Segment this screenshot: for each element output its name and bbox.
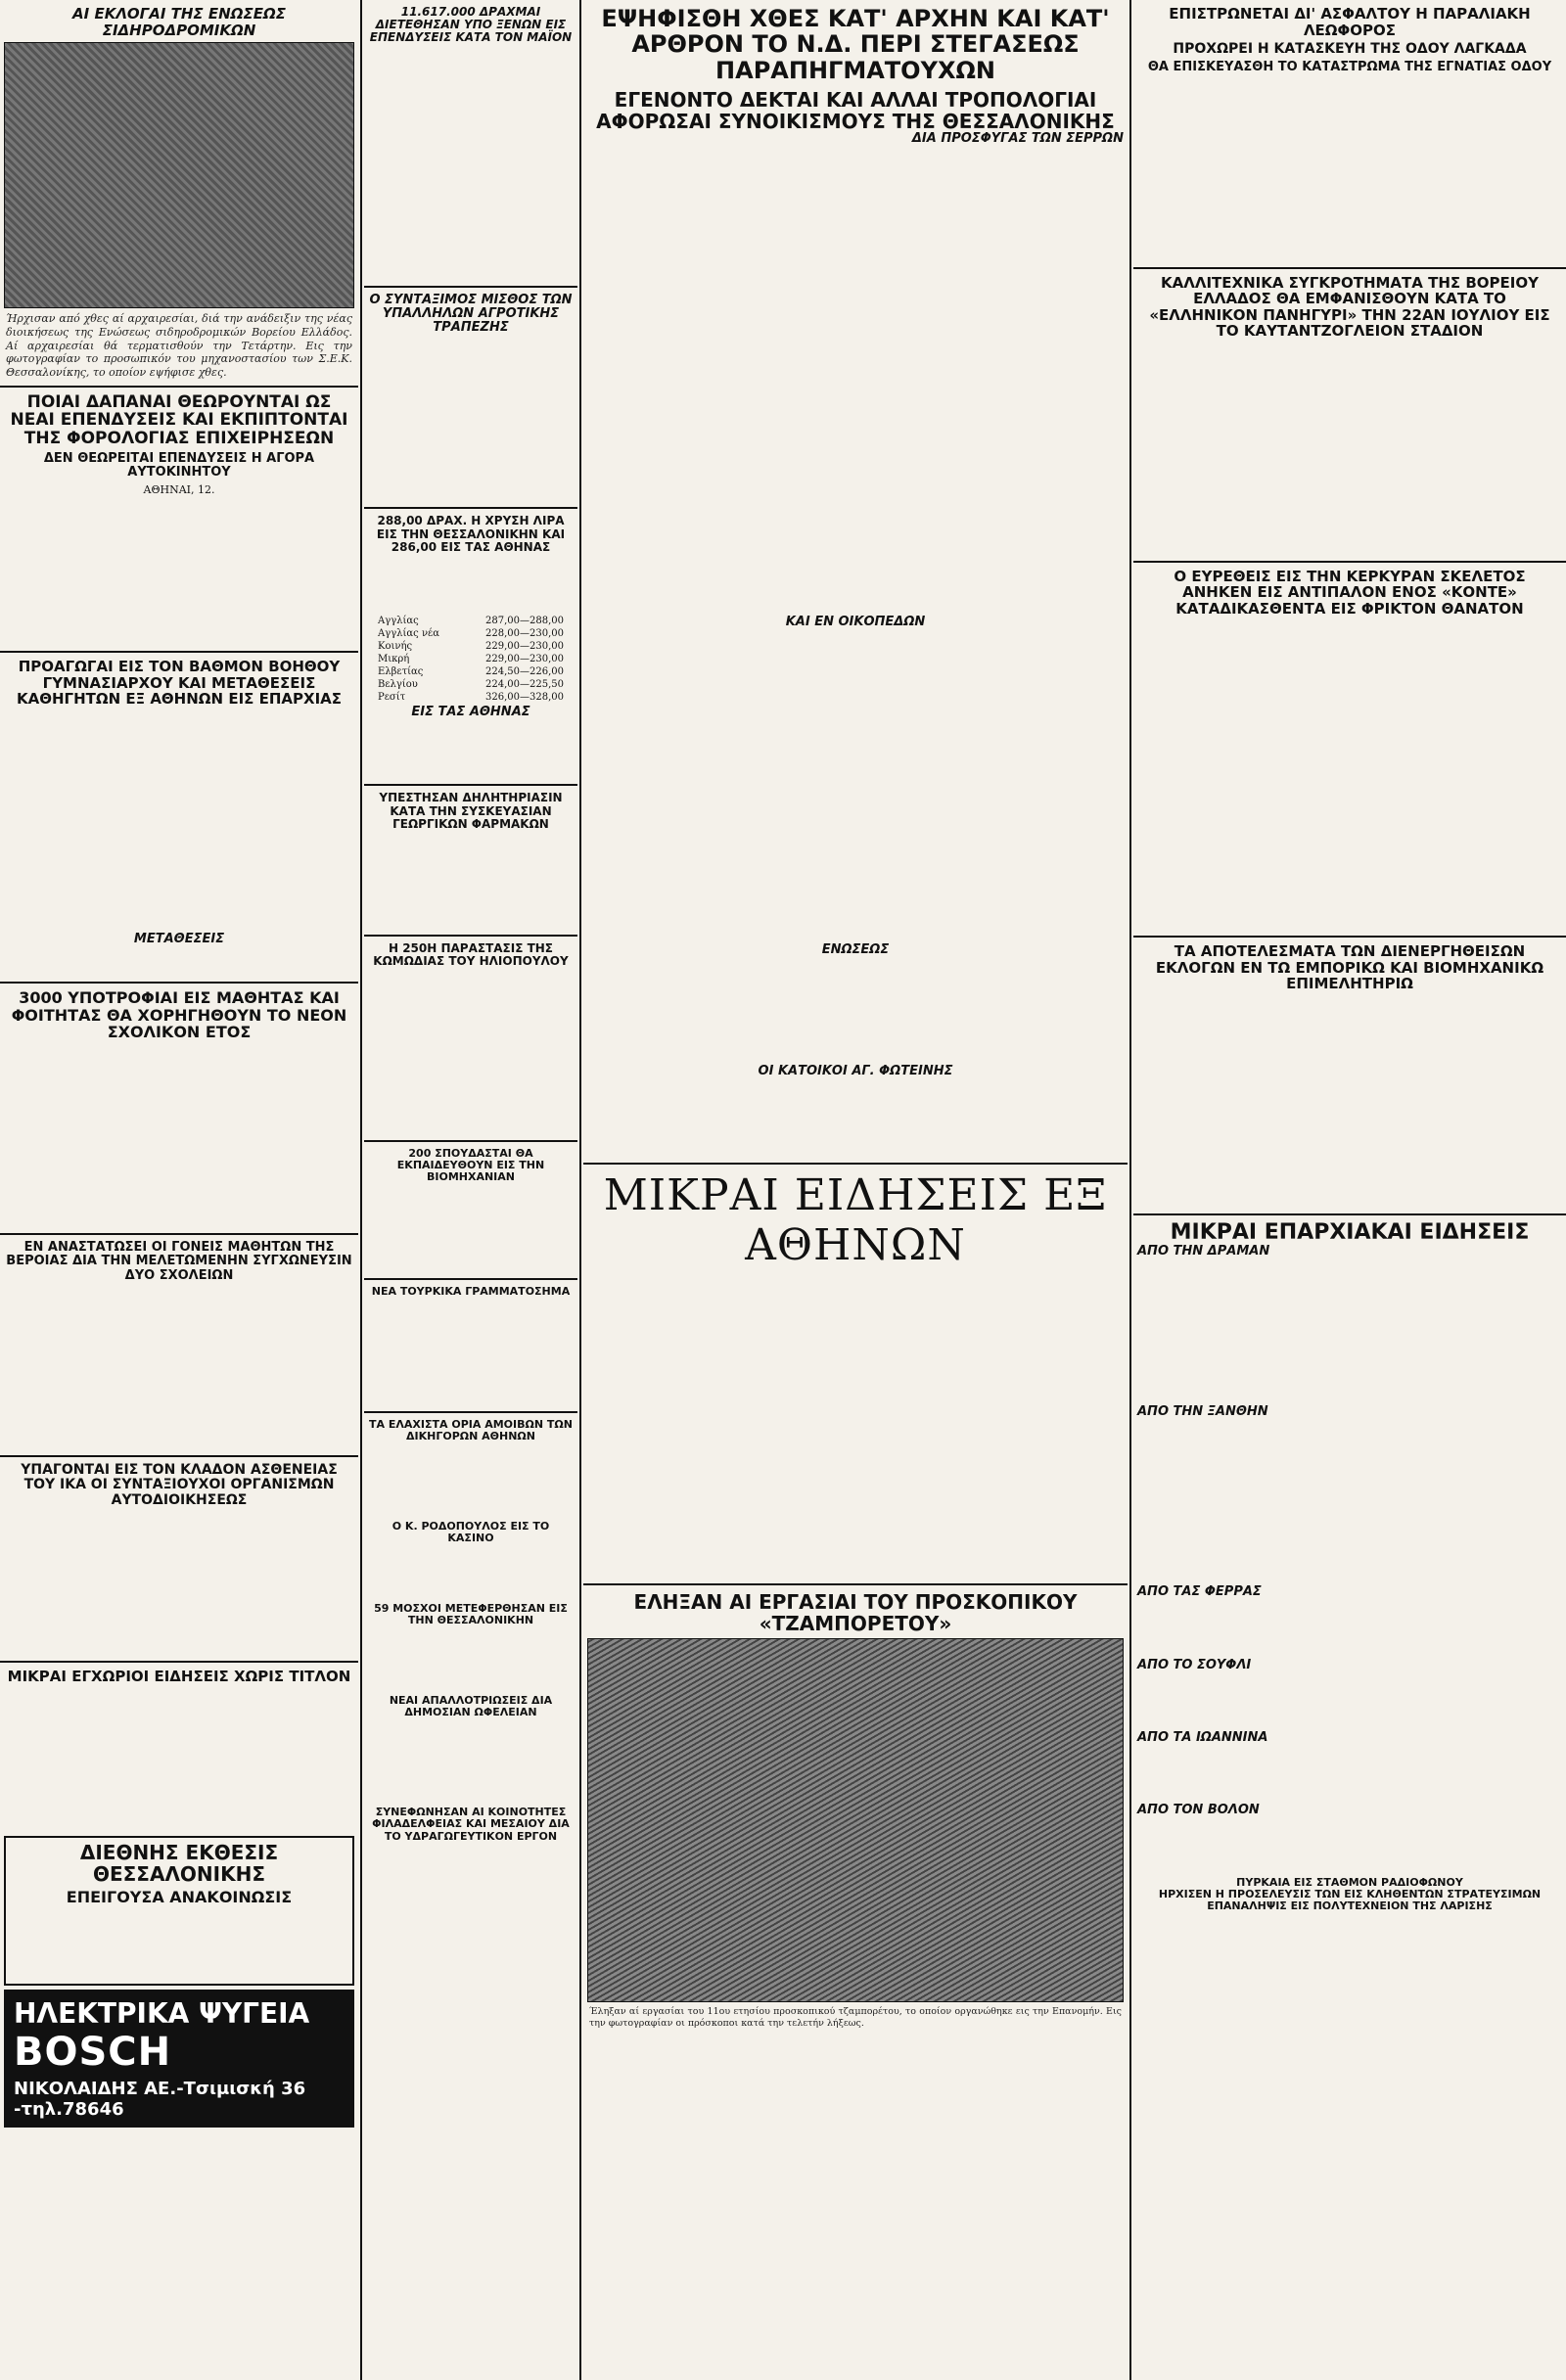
rate-name: Βελγίου (378, 679, 418, 691)
article-body (370, 1626, 572, 1695)
ad-address: ΝΙΚΟΛΑΙΔΗΣ ΑΕ.-Τσιμισκή 36 -τηλ.78646 (14, 2079, 306, 2121)
headline-asphalt: ΕΠΙΣΤΡΩΝΕΤΑΙ ΔΙ' ΑΣΦΑΛΤΟΥ Η ΠΑΡΑΛΙΑΚΗ ΛΕΩΦΟΡΟΣ (1169, 5, 1531, 39)
headline-water: ΣΥΝΕΦΩΝΗΣΑΝ ΑΙ ΚΟΙΝΟΤΗΤΕΣ ΦΙΛΑΔΕΛΦΕΙΑΣ ΚΑΙ ΜΕΣΑΙΟΥ ΔΙΑ ΤΟ ΥΔΡΑΓΩΓΕΥΤΙΚΟΝ ΕΡΓΟΝ (372, 1806, 570, 1843)
rate-value: 326,00—328,00 (485, 692, 564, 704)
headline-festival: ΚΑΛΛΙΤΕΧΝΙΚΑ ΣΥΓΚΡΟΤΗΜΑΤΑ ΤΗΣ ΒΟΡΕΙΟΥ ΕΛΛΑΔΟΣ ΘΑ ΕΜΦΑΝΙΣΘΟΥΝ ΚΑΤΑ ΤΟ «ΕΛΛΗΝΙΚΟΝ ΠΑΝΗΓΥΡΙ» ΤΗΝ 22ΑΝ ΙΟΥΛΙΟΥ ΕΙΣ ΤΟ ΚΑΥΤΑΝΤΖΟΓΛΕΙΟΝ ΣΤΑΔΙΟΝ (1149, 273, 1550, 341)
article-body (370, 719, 572, 778)
region-volos: ΑΠΟ ΤΟΝ ΒΟΛΟΝ (1137, 1803, 1260, 1818)
article-body (370, 1718, 572, 1807)
article-body (370, 1442, 572, 1521)
column-3 (583, 0, 1128, 2380)
article-body (6, 498, 352, 645)
region-xanthi: ΑΠΟ ΤΗΝ ΞΑΝΘΗΝ (1137, 1404, 1268, 1420)
headline-salary: Ο ΣΥΝΤΑΞΙΜΟΣ ΜΙΣΘΟΣ ΤΩΝ ΥΠΑΛΛΗΛΩΝ ΑΓΡΟΤΙΚΗΣ ΤΡΑΠΕΖΗΣ (369, 292, 573, 336)
article-body (589, 1274, 1122, 1578)
headline-skeleton: Ο ΕΥΡΕΘΕΙΣ ΕΙΣ ΤΗΝ ΚΕΡΚΥΡΑΝ ΣΚΕΛΕΤΟΣ ΑΝΗΚΕΝ ΕΙΣ ΑΝΤΙΠΑΛΟΝ ΕΝΟΣ «ΚΟΝΤΕ» ΚΑΤΑΔΙΚΑΣΘΕΝΤΑ ΕΙΣ ΦΡΙΚΤΟΝ ΘΑΝΑΤΟΝ (1174, 567, 1526, 618)
headline-fire: ΠΥΡΚΑΙΑ ΕΙΣ ΣΤΑΘΜΟΝ ΡΑΔΙΟΦΩΝΟΥ (1236, 1875, 1463, 1889)
headline-veroia: ΕΝ ΑΝΑΣΤΑΤΩΣΕΙ ΟΙ ΓΟΝΕΙΣ ΜΑΘΗΤΩΝ ΤΗΣ ΒΕΡΟΙΑΣ ΔΙΑ ΤΗΝ ΜΕΛΕΤΩΜΕΝΗΝ ΣΥΓΧΩΝΕΥΣΙΝ ΔΥΟ ΣΧΟΛΕΙΩΝ (6, 1239, 352, 1283)
region-drama: ΑΠΟ ΤΗΝ ΔΡΑΜΑΝ (1137, 1243, 1270, 1259)
bosch-advertisement (4, 1990, 354, 2128)
headline-calves: 59 ΜΟΣΧΟΙ ΜΕΤΕΦΕΡΘΗΣΑΝ ΕΙΣ ΤΗΝ ΘΕΣΣΑΛΟΝΙΚΗΝ (374, 1602, 568, 1627)
article-body (6, 946, 352, 976)
article-body (370, 968, 572, 1134)
column-4 (1133, 0, 1566, 2380)
article-body (1139, 1600, 1560, 1659)
subheadline-egnatia: ΘΑ ΕΠΙΣΚΕΥΑΣΘΗ ΤΟ ΚΑΤΑΣΤΡΩΜΑ ΤΗΣ ΕΓΝΑΤΙΑΣ ΟΔΟΥ (1147, 60, 1552, 75)
rate-row (378, 691, 564, 704)
rate-value: 224,00—225,50 (485, 679, 564, 691)
rates-athens: ΕΙΣ ΤΑΣ ΑΘΗΝΑΣ (411, 705, 530, 720)
article-body (370, 554, 572, 613)
headline-lawyers: ΤΑ ΕΛΑΧΙΣΤΑ ΟΡΙΑ ΑΜΟΙΒΩΝ ΤΩΝ ΔΙΚΗΓΟΡΩΝ ΑΘΗΝΩΝ (369, 1417, 573, 1442)
subheadline-residents: ΟΙ ΚΑΤΟΙΚΟΙ ΑΓ. ΦΩΤΕΙΝΗΣ (758, 1064, 953, 1079)
headline-housing: ΕΨΗΦΙΣΘΗ ΧΘΕΣ ΚΑΤ' ΑΡΧΗΝ ΚΑΙ ΚΑΤ' ΑΡΘΡΟΝ ΤΟ Ν.Δ. ΠΕΡΙ ΣΤΕΓΑΣΕΩΣ ΠΑΡΑΠΗΓΜΑΤΟΥΧΩΝ (601, 5, 1110, 84)
region-soufli: ΑΠΟ ΤΟ ΣΟΥΦΛΙ (1137, 1657, 1252, 1672)
headline-stamps: ΝΕΑ ΤΟΥΡΚΙΚΑ ΓΡΑΜΜΑΤΟΣΗΜΑ (371, 1284, 571, 1298)
photo-caption: Έληξαν αί εργασίαι του 11ου ετησίου προσκοπικού τζαμπορέτου, το οποίον οργανώθηκε εις την Επανομήν. Εις την φωτογραφίαν οι πρόσκοποι κατά την τελετήν λήξεως. (589, 2006, 1122, 2030)
rate-value: 224,50—226,00 (485, 666, 564, 678)
article-body (589, 630, 1122, 943)
subheadline-car: ΔΕΝ ΘΕΩΡΕΙΤΑΙ ΕΠΕΝΔΥΣΕΙΣ Η ΑΓΟΡΑ ΑΥΤΟΚΙΝΗΤΟΥ (43, 450, 315, 481)
rate-name: Ελβετίας (378, 666, 424, 678)
article-body (589, 1078, 1122, 1157)
article-body (1139, 617, 1560, 930)
subheadline-transfers: ΜΕΤΑΘΕΣΕΙΣ (133, 931, 225, 946)
subheadline-union: ΕΝΩΣΕΩΣ (821, 941, 890, 957)
headline-promotions: ΠΡΟΑΓΩΓΑΙ ΕΙΣ ΤΟΝ ΒΑΘΜΟΝ ΒΟΗΘΟΥ ΓΥΜΝΑΣΙΑΡΧΟΥ ΚΑΙ ΜΕΤΑΘΕΣΕΙΣ ΚΑΘΗΓΗΤΩΝ ΕΞ ΑΘΗΝΩΝ ΕΙΣ ΕΠΑΡΧΙΑΣ (16, 658, 343, 709)
article-body (1139, 340, 1560, 555)
headline-comedy: Η 250Η ΠΑΡΑΣΤΑΣΙΣ ΤΗΣ ΚΩΜΩΔΙΑΣ ΤΟΥ ΗΛΙΟΠΟΥΛΟΥ (373, 940, 569, 969)
rate-name: Αγγλίας (378, 616, 419, 627)
region-ferres: ΑΠΟ ΤΑΣ ΦΕΡΡΑΣ (1137, 1584, 1262, 1600)
railway-workers-photo (4, 42, 354, 308)
rate-row (378, 627, 564, 640)
rate-name: Κοινής (378, 641, 413, 653)
rate-value: 229,00—230,00 (485, 641, 564, 653)
column-2 (364, 0, 577, 2380)
dateline: ΑΘΗΝΑΙ, 12. (143, 483, 215, 497)
article-body (1139, 75, 1560, 261)
article-body (6, 1508, 352, 1655)
rate-name: Μικρή (378, 654, 410, 665)
scouts-photo (587, 1638, 1124, 2002)
headline-expropriations: ΝΕΑΙ ΑΠΑΛΛΟΤΡΙΩΣΕΙΣ ΔΙΑ ΔΗΜΟΣΙΑΝ ΩΦΕΛΕΙΑΝ (389, 1694, 553, 1719)
article-body (1139, 1672, 1560, 1731)
headline-students: 200 ΣΠΟΥΔΑΣΤΑΙ ΘΑ ΕΚΠΑΙΔΕΥΘΟΥΝ ΕΙΣ ΤΗΝ ΒΙΟΜΗΧΑΝΙΑΝ (396, 1147, 545, 1184)
photo-caption: Ήρχισαν από χθες αί αρχαιρεσίαι, διά την ανάδειξιν της νέας διοικήσεως της Ενώσεως σιδηροδρομικών Βορείου Ελλάδος. Αί αρχαιρεσίαι θά τερματισθούν την Τετάρτην. Εις την φωτογραφίαν το προσωπικόν του μηχανοστασίου των Σ.Ε.Κ. Θεσσαλονίκης, το οποίον εψήφισε χθες. (6, 312, 352, 379)
ad-brand: BOSCH (14, 2030, 172, 2076)
rate-row (378, 640, 564, 653)
article-body (370, 45, 572, 280)
article-body (6, 1283, 352, 1449)
headline-scholarships: 3000 ΥΠΟΤΡΟΦΙΑΙ ΕΙΣ ΜΑΘΗΤΑΣ ΚΑΙ ΦΟΙΤΗΤΑΣ ΘΑ ΧΟΡΗΓΗΘΟΥΝ ΤΟ ΝΕΟΝ ΣΧΟΛΙΚΟΝ ΕΤΟΣ (11, 988, 347, 1042)
article-body (370, 335, 572, 501)
headline-regional-news: ΜΙΚΡΑΙ ΕΠΑΡΧΙΑΚΑΙ ΕΙΔΗΣΕΙΣ (1170, 1219, 1530, 1245)
article-body (1139, 1818, 1560, 1877)
rate-row (378, 665, 564, 678)
rate-value: 228,00—230,00 (485, 628, 564, 640)
headline-ika: ΥΠΑΓΟΝΤΑΙ ΕΙΣ ΤΟΝ ΚΛΑΔΟΝ ΑΣΘΕΝΕΙΑΣ ΤΟΥ ΙΚΑ ΟΙ ΣΥΝΤΑΞΙΟΥΧΟΙ ΟΡΓΑΝΙΣΜΩΝ ΑΥΤΟΔΙΟΙΚΗΣΕΩΣ (21, 1461, 338, 1508)
headline-casino: Ο Κ. ΡΟΔΟΠΟΥΛΟΣ ΕΙΣ ΤΟ ΚΑΣΙΝΟ (392, 1519, 550, 1544)
fair-notice-box (4, 1836, 354, 1987)
article-body (1139, 1745, 1560, 1804)
article-body (1139, 1259, 1560, 1405)
article-body (12, 1911, 346, 1980)
article-body (1139, 992, 1560, 1208)
gold-rates-table (378, 615, 564, 704)
subheadline-plots: ΚΑΙ ΕΝ ΟΙΚΟΠΕΔΩΝ (785, 615, 926, 630)
rate-name: Ρεσίτ (378, 692, 406, 704)
article-body (370, 1298, 572, 1405)
ad-product: ΗΛΕΚΤΡΙΚΑ ΨΥΓΕΙΑ (14, 1997, 310, 2031)
article-body (6, 1041, 352, 1227)
rate-value: 287,00—288,00 (485, 616, 564, 627)
headline-gold: 288,00 ΔΡΑΧ. Η ΧΡΥΣΗ ΛΙΡΑ ΕΙΣ ΤΗΝ ΘΕΣΣΑΛΟΝΙΚΗΝ ΚΑΙ 286,00 ΕΙΣ ΤΑΣ ΑΘΗΝΑΣ (376, 514, 566, 554)
banner-athens-news: ΜΙΚΡΑΙ ΕΙΔΗΣΕΙΣ ΕΞ ΑΘΗΝΩΝ (603, 1170, 1108, 1271)
article-body (589, 146, 1122, 616)
subheadline-serres: ΔΙΑ ΠΡΟΣΦΥΓΑΣ ΤΩΝ ΣΕΡΡΩΝ (911, 131, 1124, 147)
fair-title: ΔΙΕΘΝΗΣ ΕΚΘΕΣΙΣ ΘΕΣΣΑΛΟΝΙΚΗΣ (79, 1840, 279, 1886)
article-body (370, 1843, 572, 1931)
headline-investments: 11.617.000 ΔΡΑΧΜΑΙ ΔΙΕΤΕΘΗΣΑΝ ΥΠΟ ΞΕΝΩΝ ΕΙΣ ΕΠΕΝΔΥΣΕΙΣ ΚΑΤΑ ΤΟΝ ΜΑΪΟΝ (369, 5, 573, 45)
article-body (6, 1685, 352, 1832)
headline-larisa: ΕΠΑΝΑΛΗΨΙΣ ΕΙΣ ΠΟΛΥΤΕΧΝΕΙΟΝ ΤΗΣ ΛΑΡΙΣΗΣ (1207, 1899, 1493, 1912)
headline-chamber-elections: ΤΑ ΑΠΟΤΕΛΕΣΜΑΤΑ ΤΩΝ ΔΙΕΝΕΡΓΗΘΕΙΣΩΝ ΕΚΛΟΓΩΝ ΕΝ ΤΩ ΕΜΠΟΡΙΚΩ ΚΑΙ ΒΙΟΜΗΧΑΝΙΚΩ ΕΠΙΜΕΛΗΤΗΡΙΩ (1155, 942, 1544, 993)
headline-poisoning: ΥΠΕΣΤΗΣΑΝ ΔΗΛΗΤΗΡΙΑΣΙΝ ΚΑΤΑ ΤΗΝ ΣΥΣΚΕΥΑΣΙΑΝ ΓΕΩΡΓΙΚΩΝ ΦΑΡΜΑΚΩΝ (379, 791, 563, 831)
subheadline-lagkada: ΠΡΟΧΩΡΕΙ Η ΚΑΤΑΣΚΕΥΗ ΤΗΣ ΟΔΟΥ ΛΑΓΚΑΔΑ (1173, 41, 1527, 57)
article-body (6, 708, 352, 933)
headline-amendments: ΕΓΕΝΟΝΤΟ ΔΕΚΤΑΙ ΚΑΙ ΑΛΛΑΙ ΤΡΟΠΟΛΟΓΙΑΙ ΑΦΟΡΩΣΑΙ ΣΥΝΟΙΚΙΣΜΟΥΣ ΤΗΣ ΘΕΣΣΑΛΟΝΙΚΗΣ (596, 88, 1115, 134)
region-ioannina: ΑΠΟ ΤΑ ΙΩΑΝΝΙΝΑ (1137, 1730, 1268, 1746)
rate-row (378, 678, 564, 691)
rate-name: Αγγλίας νέα (378, 628, 439, 640)
rate-row (378, 653, 564, 665)
article-body (370, 1184, 572, 1272)
article-body (370, 831, 572, 929)
headline-jamboree: ΕΛΗΞΑΝ ΑΙ ΕΡΓΑΣΙΑΙ ΤΟΥ ΠΡΟΣΚΟΠΙΚΟΥ «ΤΖΑΜΠΟΡΕΤΟΥ» (633, 1590, 1078, 1636)
article-body (589, 957, 1122, 1065)
headline-elections: ΑΙ ΕΚΛΟΓΑΙ ΤΗΣ ΕΝΩΣΕΩΣ ΣΙΔΗΡΟΔΡΟΜΙΚΩΝ (72, 5, 286, 39)
article-body (1139, 1419, 1560, 1585)
headline-conscripts: ΗΡΧΙΣΕΝ Η ΠΡΟΣΕΛΕΥΣΙΣ ΤΩΝ ΕΙΣ ΚΛΗΘΕΝΤΩΝ ΣΤΡΑΤΕΥΣΙΜΩΝ (1158, 1887, 1542, 1900)
fair-subtitle: ΕΠΕΙΓΟΥΣΑ ΑΝΑΚΟΙΝΩΣΙΣ (66, 1887, 293, 1906)
article-body (370, 1544, 572, 1603)
column-1 (0, 0, 358, 2380)
rate-row (378, 615, 564, 627)
headline-local-news: ΜΙΚΡΑΙ ΕΓΧΩΡΙΟΙ ΕΙΔΗΣΕΙΣ ΧΩΡΙΣ ΤΙΤΛΟΝ (7, 1668, 351, 1686)
rate-value: 229,00—230,00 (485, 654, 564, 665)
headline-expenses: ΠΟΙΑΙ ΔΑΠΑΝΑΙ ΘΕΩΡΟΥΝΤΑΙ ΩΣ ΝΕΑΙ ΕΠΕΝΔΥΣΕΙΣ ΚΑΙ ΕΚΠΙΠΤΟΝΤΑΙ ΤΗΣ ΦΟΡΟΛΟΓΙΑΣ ΕΠΙΧΕΙΡΗΣΕΩΝ (10, 391, 348, 449)
